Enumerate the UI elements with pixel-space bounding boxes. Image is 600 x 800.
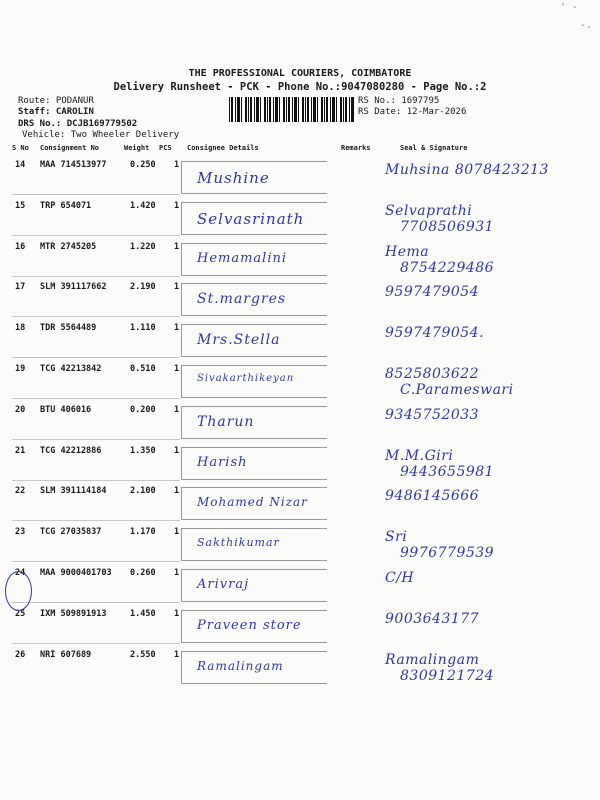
row-pcs: 1 [174,650,180,660]
col-seal: Seal & Signature [400,144,468,152]
rs-number: RS No.: 1697795 [358,96,440,106]
row-sno: 20 [15,405,26,415]
row-sno: 14 [15,160,26,170]
seal-signature: Hema [385,244,430,260]
row-weight: 1.170 [130,527,156,537]
row-pcs: 1 [174,609,180,619]
row-pcs: 1 [174,446,180,456]
row-pcs: 1 [174,364,180,374]
seal-signature-line2: C.Parameswari [400,382,514,398]
row-weight: 0.200 [130,405,156,415]
row-pcs: 1 [174,201,180,211]
row-divider [12,602,180,603]
row-consignment-no: TCG 27035837 [40,527,102,537]
runsheet-subtitle: Delivery Runsheet - PCK - Phone No.:9047080280 - Page No.:2 [113,81,487,93]
seal-signature: 9597479054. [385,325,485,341]
seal-signature: C/H [385,570,415,586]
row-sno: 17 [15,282,26,292]
row-divider [12,357,180,358]
staff: Staff: CAROLIN [18,107,94,117]
seal-signature: Muhsina 8078423213 [385,162,549,178]
row-consignment-no: MAA 9000401703 [40,568,112,578]
row-divider [12,235,180,236]
row-sno: 16 [15,242,26,252]
row-consignment-no: MAA 714513977 [40,160,107,170]
row-sno: 24 [15,568,26,578]
consignee-signature: Harish [197,455,248,470]
seal-signature: 9345752033 [385,407,480,423]
consignee-signature: Mrs.Stella [197,332,281,348]
row-sno: 19 [15,364,26,374]
row-pcs: 1 [174,486,180,496]
consignee-signature: St.margres [197,291,287,307]
col-remarks: Remarks [341,144,371,152]
row-divider [12,480,180,481]
row-divider [12,316,180,317]
seal-signature: 9486145666 [385,488,480,504]
row-sno: 25 [15,609,26,619]
row-weight: 1.450 [130,609,156,619]
col-consignee: Consignee Details [187,144,259,152]
row-consignment-no: TCG 42213842 [40,364,102,374]
row-consignment-no: MTR 2745205 [40,242,97,252]
seal-signature: Sri [385,529,408,545]
row-pcs: 1 [174,160,180,170]
row-weight: 0.250 [130,160,156,170]
col-sno: S No [12,144,29,152]
sno-24-circle-mark [5,571,32,611]
row-divider [12,276,180,277]
row-pcs: 1 [174,242,180,252]
seal-signature: Ramalingam [385,652,480,668]
consignee-signature: Selvasrinath [197,210,305,228]
row-pcs: 1 [174,568,180,578]
row-weight: 2.100 [130,486,156,496]
row-divider [12,398,180,399]
row-sno: 15 [15,201,26,211]
row-sno: 21 [15,446,26,456]
row-consignment-no: NRI 607689 [40,650,92,660]
seal-signature-line2: 8754229486 [400,260,495,276]
row-weight: 1.420 [130,201,156,211]
rs-date: RS Date: 12-Mar-2026 [358,107,467,117]
consignee-signature: Sivakarthikeyan [197,373,295,384]
row-consignment-no: BTU 406016 [40,405,92,415]
consignee-signature: Praveen store [197,618,302,633]
row-weight: 1.350 [130,446,156,456]
vehicle: Vehicle: Two Wheeler Delivery [22,130,180,140]
row-weight: 2.190 [130,282,156,292]
col-weight: Weight [124,144,150,152]
row-sno: 26 [15,650,26,660]
row-sno: 22 [15,486,26,496]
row-pcs: 1 [174,527,180,537]
row-consignment-no: SLM 391117662 [40,282,107,292]
corner-mark-left: ' - [560,2,579,13]
row-divider [12,194,180,195]
row-consignment-no: TRP 654071 [40,201,92,211]
row-divider [12,643,180,644]
seal-signature-line2: 8309121724 [400,668,495,684]
row-consignment-no: TCG 42212886 [40,446,102,456]
seal-signature: 9003643177 [385,611,480,627]
company-title: THE PROFESSIONAL COURIERS, COIMBATORE [188,68,412,79]
col-consignment: Consignment No [40,144,100,152]
consignee-signature: Arivraj [197,577,250,592]
row-divider [12,439,180,440]
row-consignment-no: IXM 509891913 [40,609,107,619]
row-consignment-no: SLM 391114184 [40,486,107,496]
row-divider [12,561,180,562]
drs-number: DRS No.: DCJB169779502 [18,119,138,129]
consignee-signature: Hemamalini [197,251,288,266]
consignee-signature: Tharun [197,414,255,430]
row-divider [12,520,180,521]
row-weight: 1.220 [130,242,156,252]
row-weight: 2.550 [130,650,156,660]
corner-mark-right: -. [580,20,593,31]
seal-signature-line2: 7708506931 [400,219,495,235]
row-weight: 0.260 [130,568,156,578]
row-weight: 1.110 [130,323,156,333]
consignee-signature: Mohamed Nizar [197,495,308,509]
row-pcs: 1 [174,282,180,292]
row-sno: 23 [15,527,26,537]
row-pcs: 1 [174,405,180,415]
row-weight: 0.510 [130,364,156,374]
row-pcs: 1 [174,323,180,333]
route: Route: PODANUR [18,96,94,106]
seal-signature: 9597479054 [385,284,480,300]
seal-signature-line2: 9976779539 [400,545,495,561]
consignee-signature: Ramalingam [197,659,284,673]
seal-signature: Selvaprathi [385,203,473,219]
col-pcs: PCS [159,144,172,152]
seal-signature: M.M.Giri [385,448,454,464]
consignee-signature: Sakthikumar [197,536,280,549]
barcode [229,97,354,122]
row-sno: 18 [15,323,26,333]
seal-signature-line2: 9443655981 [400,464,495,480]
consignee-signature: Mushine [197,169,270,187]
row-consignment-no: TDR 5564489 [40,323,97,333]
seal-signature: 8525803622 [385,366,480,382]
